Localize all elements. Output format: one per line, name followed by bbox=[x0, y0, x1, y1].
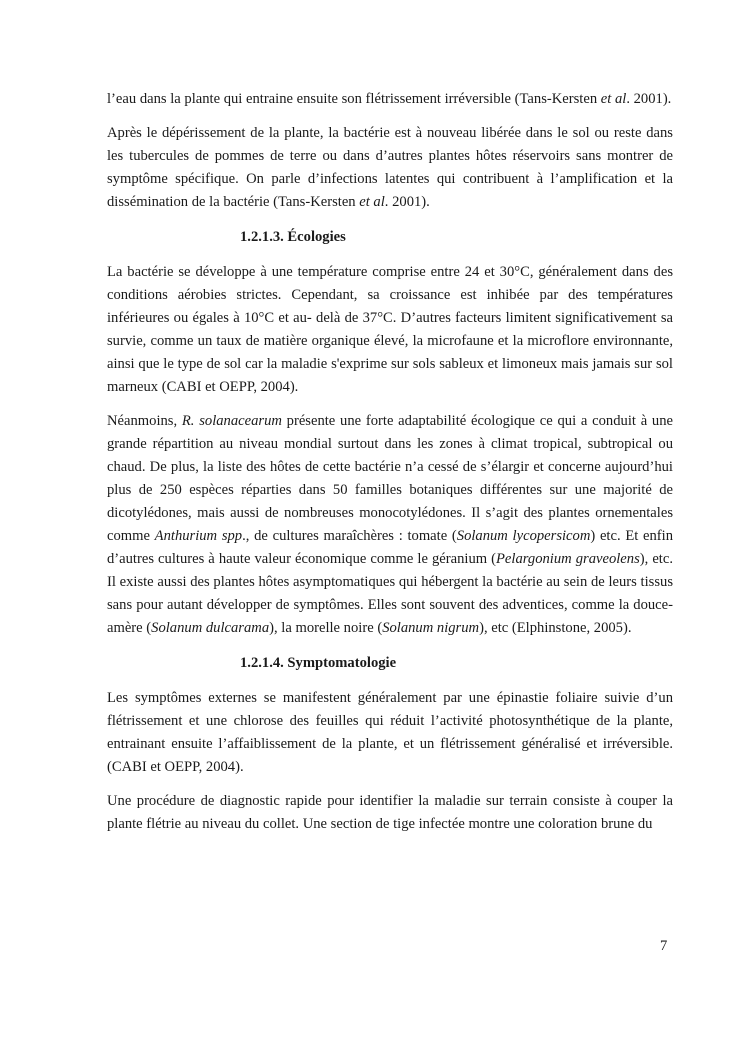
document-page bbox=[107, 88, 673, 836]
section-heading-symptomatologie: 1.2.1.4. Symptomatologie bbox=[240, 655, 397, 671]
paragraph-adaptabilite: Néanmoins, R. solanacearum présente une forte adaptabilité écologique ce qui a conduit à une grande répartition au niveau mondial surtout dans les zones à climat tropical, subtropical ou chaud. De plus, la liste des hôtes de cette bactérie n’a cessé de s’élargir et concerne aujourd’hui plus de 250 espèces réparties dans 50 familles botaniques différentes sur une majorité de dicotylédones, mais aussi de nombreuses monocotylédones. Il s’agit des plantes ornementales comme Anthurium spp., de cultures maraîchères : tomate (Solanum lycopersicom) etc. Et enfin d’autres cultures à haute valeur économique comme le géranium (Pelargonium graveolens), etc. Il existe aussi des plantes hôtes asymptomatiques qui hébergent la bactérie au sein de leurs tissus sans pour autant développer de symptômes. Elles sont souvent des adventices, comme la douce-amère (Solanum dulcarama), la morelle noire (Solanum nigrum), etc (Elphinstone, 2005). bbox=[107, 413, 673, 636]
paragraph-temperature: La bactérie se développe à une température comprise entre 24 et 30°C, généralement dans des conditions aérobies strictes. Cependant, sa croissance est inhibée par des températures inférieures ou égales à 10°C et au- delà de 37°C. D’autres facteurs limitent significativement sa survie, comme un taux de matière organique élevé, la microfaune et la microflore environnante, ainsi que le type de sol car la maladie s'exprime sur sols sableux et limoneux mais jamais sur sol marneux (CABI et OEPP, 2004). bbox=[107, 264, 673, 395]
paragraph-symptomes-externes: Les symptômes externes se manifestent généralement par une épinastie foliaire suivie d’un flétrissement et une chlorose des feuilles qui réduit l’activité photosynthétique de la plante, entrainant ensuite l’affaiblissement de la plante, et un flétrissement généralisé et irréversible. (CABI et OEPP, 2004). bbox=[107, 690, 673, 775]
paragraph-diagnostic: Une procédure de diagnostic rapide pour identifier la maladie sur terrain consiste à couper la plante flétrie au niveau du collet. Une section de tige infectée montre une coloration brune du bbox=[107, 793, 673, 832]
paragraph-continuation: l’eau dans la plante qui entraine ensuite son flétrissement irréversible (Tans-Kersten et al. 2001). bbox=[107, 91, 672, 107]
section-heading-ecologies: 1.2.1.3. Écologies bbox=[240, 229, 346, 245]
page-number: 7 bbox=[660, 938, 668, 954]
paragraph-deperissement: Après le dépérissement de la plante, la bactérie est à nouveau libérée dans le sol ou reste dans les tubercules de pommes de terre ou dans d’autres plantes hôtes réservoirs sans montrer de symptôme spécifique. On parle d’infections latentes qui contribuent à l’amplification et la dissémination de la bactérie (Tans-Kersten et al. 2001). bbox=[107, 125, 673, 210]
